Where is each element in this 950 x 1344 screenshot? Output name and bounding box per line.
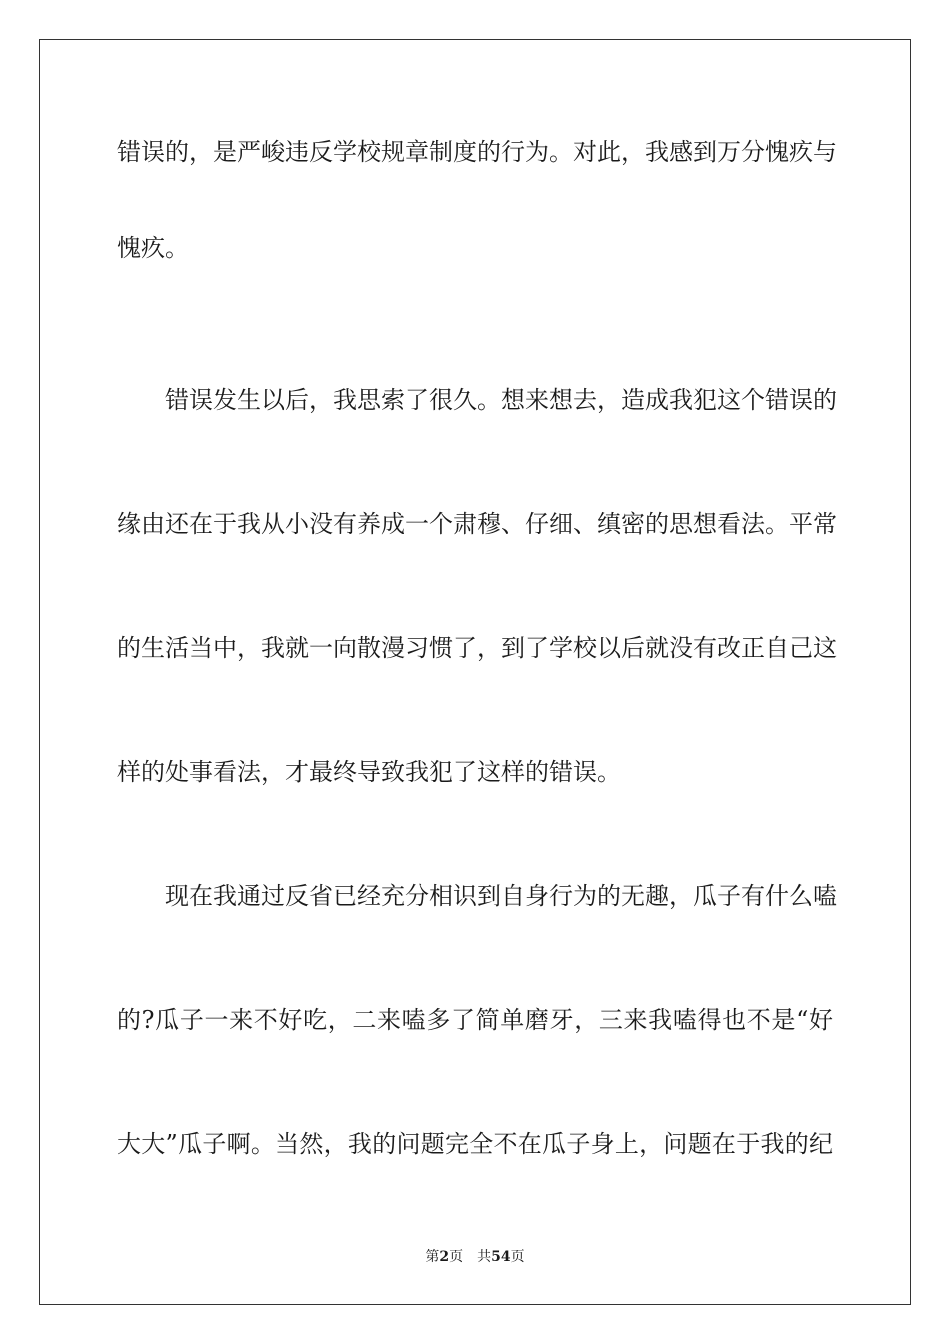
- text-line-4: 缘由还在于我从小没有养成一个肃穆、仔细、缜密的思想看法。平常: [117, 510, 837, 538]
- page-border: [39, 39, 911, 1305]
- page-suffix: 页: [449, 1249, 464, 1265]
- text-line-3: 错误发生以后，我思索了很久。想来想去，造成我犯这个错误的: [165, 386, 837, 414]
- total-suffix: 页: [510, 1249, 525, 1265]
- text-line-1: 错误的，是严峻违反学校规章制度的行为。对此，我感到万分愧疚与: [117, 138, 837, 166]
- text-line-8: 的?瓜子一来不好吃，二来嗑多了简单磨牙，三来我嗑得也不是“好: [117, 1006, 833, 1034]
- text-line-7: 现在我通过反省已经充分相识到自身行为的无趣，瓜子有什么嗑: [165, 882, 837, 910]
- total-pages: 54: [491, 1249, 511, 1265]
- total-prefix: 共: [477, 1249, 492, 1265]
- page-footer: [0, 1248, 950, 1266]
- page-prefix: 第: [425, 1249, 440, 1265]
- text-line-2: 愧疚。: [117, 234, 189, 262]
- text-line-6: 样的处事看法，才最终导致我犯了这样的错误。: [117, 758, 621, 786]
- text-line-5: 的生活当中，我就一向散漫习惯了，到了学校以后就没有改正自己这: [117, 634, 837, 662]
- page-number: 2: [439, 1249, 450, 1265]
- text-line-9: 大大”瓜子啊。当然，我的问题完全不在瓜子身上，问题在于我的纪: [117, 1130, 833, 1158]
